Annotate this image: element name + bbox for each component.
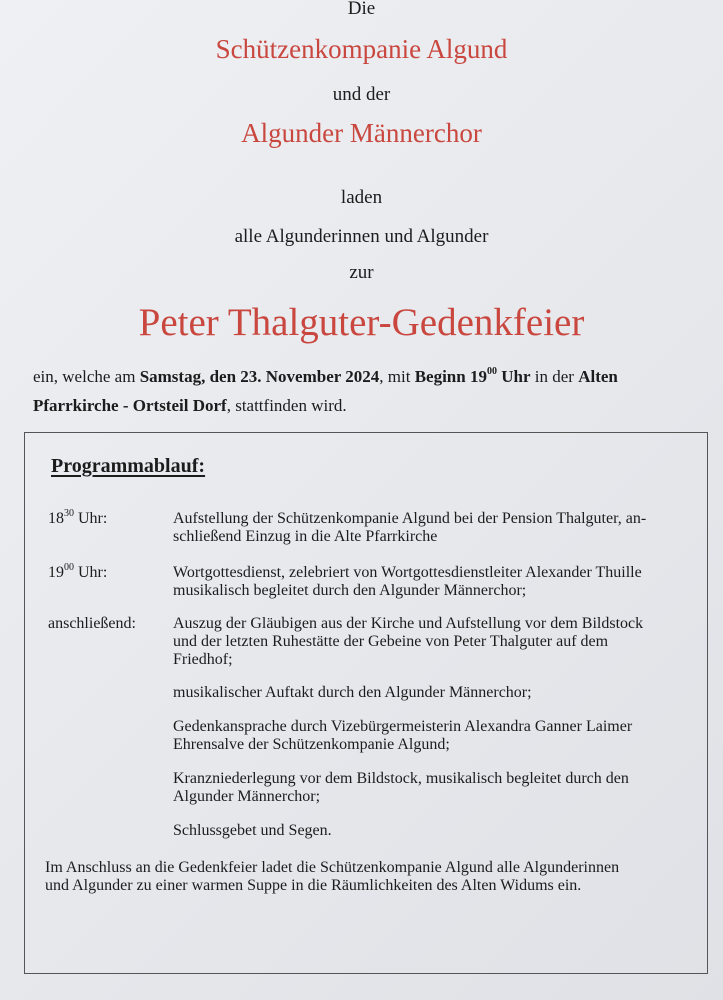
closing-paragraph: Im Anschluss an die Gedenkfeier ladet die Schützenkompanie Algund alle Algunderinnen und Algunder zu einer warmen Suppe in die Räumlichkeiten des Alten Widums ein. xyxy=(45,859,620,894)
header-invitees: alle Algunderinnen und Algunder xyxy=(234,226,489,247)
intro-paragraph xyxy=(33,362,673,420)
header-zur: zur xyxy=(349,262,374,283)
intro-text-1: ein, welche am xyxy=(33,367,140,386)
header-maennerchor: Algunder Männerchor xyxy=(241,118,482,148)
event-location-2: Pfarrkirche - Ortsteil Dorf xyxy=(33,396,227,415)
intro-text-3: in der xyxy=(530,367,579,386)
intro-text-4: , stattfinden wird. xyxy=(226,396,347,415)
header-laden: laden xyxy=(340,187,383,208)
program-desc-gedenkansprache: Gedenkansprache durch Vizebürgermeisterin Alexandra Ganner Laimer Ehrensalve der Schützenkompanie Algund; xyxy=(173,718,633,753)
program-title: Programmablauf: xyxy=(51,455,206,477)
event-title: Peter Thalguter-Gedenkfeier xyxy=(138,301,585,344)
program-desc-schlussgebet: Schlussgebet und Segen. xyxy=(173,822,332,839)
event-start-time: Beginn $19^{00}$ Uhr xyxy=(414,366,531,386)
program-desc-1830: Aufstellung der Schützenkompanie Algund bei der Pension Thalguter, an- schließend Einzug in die Alte Pfarrkirche xyxy=(173,510,647,545)
program-desc-auftakt: musikalischer Auftakt durch den Algunder Männerchor; xyxy=(173,684,532,701)
time-label-anschliessend: anschließend: xyxy=(48,615,136,632)
intro-text-2: , mit xyxy=(379,367,415,386)
time-label-1830: $18^{30}$ Uhr: xyxy=(48,507,108,527)
program-desc-kranzniederlegung: Kranzniederlegung vor dem Bildstock, musikalisch begleitet durch den Algunder Männerchor; xyxy=(173,770,629,805)
program-box xyxy=(24,432,708,974)
time-label-1900: $19^{00}$ Uhr: xyxy=(48,561,108,581)
program-desc-1900: Wortgottesdienst, zelebriert von Wortgottesdienstleiter Alexander Thuille musikalisch begleitet durch den Algunder Männerchor; xyxy=(173,564,642,599)
header-schuetzenkompanie: Schützenkompanie Algund xyxy=(215,34,508,64)
header-und-der: und der xyxy=(332,84,391,105)
event-date: Samstag, den 23. November 2024 xyxy=(139,367,380,386)
event-location-1: Alten xyxy=(578,367,618,386)
header-die: Die xyxy=(347,0,376,19)
program-desc-auszug: Auszug der Gläubigen aus der Kirche und Aufstellung vor dem Bildstock und der letzten Ruhestätte der Gebeine von Peter Thalguter auf dem Friedhof; xyxy=(173,615,644,668)
